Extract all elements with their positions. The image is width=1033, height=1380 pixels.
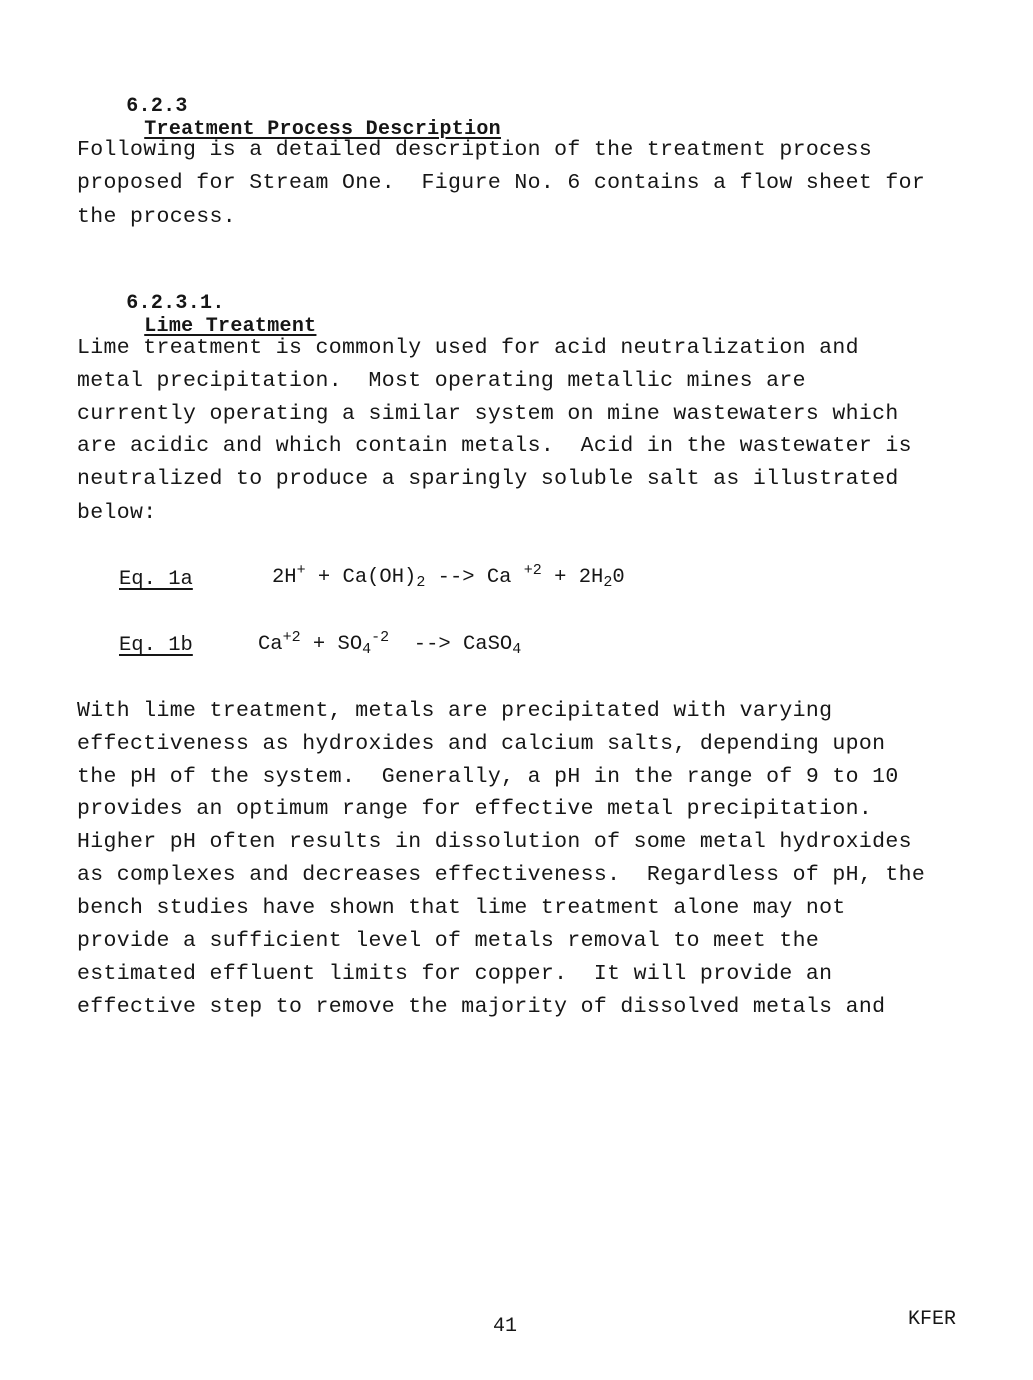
paragraph-line: below: — [77, 501, 157, 525]
section-title: Lime Treatment — [144, 315, 317, 338]
equation-label: Eq. 1a — [119, 568, 193, 591]
eq-term: Ca — [258, 633, 283, 656]
paragraph-line: bench studies have shown that lime treatment alone may not — [77, 896, 846, 920]
paragraph-line: the process. — [77, 205, 237, 229]
page-number: 41 — [493, 1315, 518, 1338]
paragraph-line: Following is a detailed description of the treatment process — [77, 138, 873, 162]
section-number: 6.2.3 — [126, 95, 188, 118]
paragraph-line: Higher pH often results in dissolution of some metal hydroxides — [77, 830, 912, 854]
eq-superscript: +2 — [282, 629, 301, 646]
eq-term: + SO — [300, 633, 363, 656]
paragraph-line: proposed for Stream One. Figure No. 6 contains a flow sheet for — [77, 171, 926, 195]
eq-subscript: 2 — [603, 574, 613, 591]
equation-1a — [272, 562, 625, 591]
equation-1b — [258, 629, 522, 658]
section-title: Treatment Process Description — [144, 118, 501, 141]
paragraph-line: effectiveness as hydroxides and calcium salts, depending upon — [77, 732, 886, 756]
eq-superscript: + — [296, 562, 306, 579]
eq-superscript: -2 — [371, 629, 390, 646]
eq-term: 2H — [272, 566, 297, 589]
equation-label: Eq. 1b — [119, 634, 193, 657]
eq-term: --> Ca — [425, 566, 524, 589]
paragraph-line: estimated effluent limits for copper. It will provide an — [77, 962, 833, 986]
paragraph-line: as complexes and decreases effectiveness. Regardless of pH, the — [77, 863, 926, 887]
paragraph-line: provide a sufficient level of metals removal to meet the — [77, 929, 820, 953]
paragraph-line: effective step to remove the majority of dissolved metals and — [77, 995, 886, 1019]
paragraph-line: With lime treatment, metals are precipitated with varying — [77, 699, 833, 723]
eq-subscript: 4 — [362, 641, 372, 658]
paragraph-line: Lime treatment is commonly used for acid neutralization and — [77, 336, 859, 360]
eq-subscript: 4 — [512, 641, 522, 658]
paragraph-line: currently operating a similar system on mine wastewaters which — [77, 402, 899, 426]
eq-superscript: +2 — [523, 562, 542, 579]
eq-term: + 2H — [541, 566, 604, 589]
document-code: KFER — [908, 1308, 957, 1331]
eq-subscript: 2 — [416, 574, 426, 591]
eq-term: 0 — [612, 566, 625, 589]
eq-term: --> CaSO — [389, 633, 513, 656]
paragraph-line: are acidic and which contain metals. Acid in the wastewater is — [77, 434, 912, 458]
paragraph-line: neutralized to produce a sparingly soluble salt as illustrated — [77, 467, 899, 491]
paragraph-line: metal precipitation. Most operating metallic mines are — [77, 369, 806, 393]
eq-term: + Ca(OH) — [305, 566, 417, 589]
paragraph-line: the pH of the system. Generally, a pH in the range of 9 to 10 — [77, 765, 899, 789]
paragraph-line: provides an optimum range for effective metal precipitation. — [77, 797, 873, 821]
section-number: 6.2.3.1. — [126, 292, 225, 315]
